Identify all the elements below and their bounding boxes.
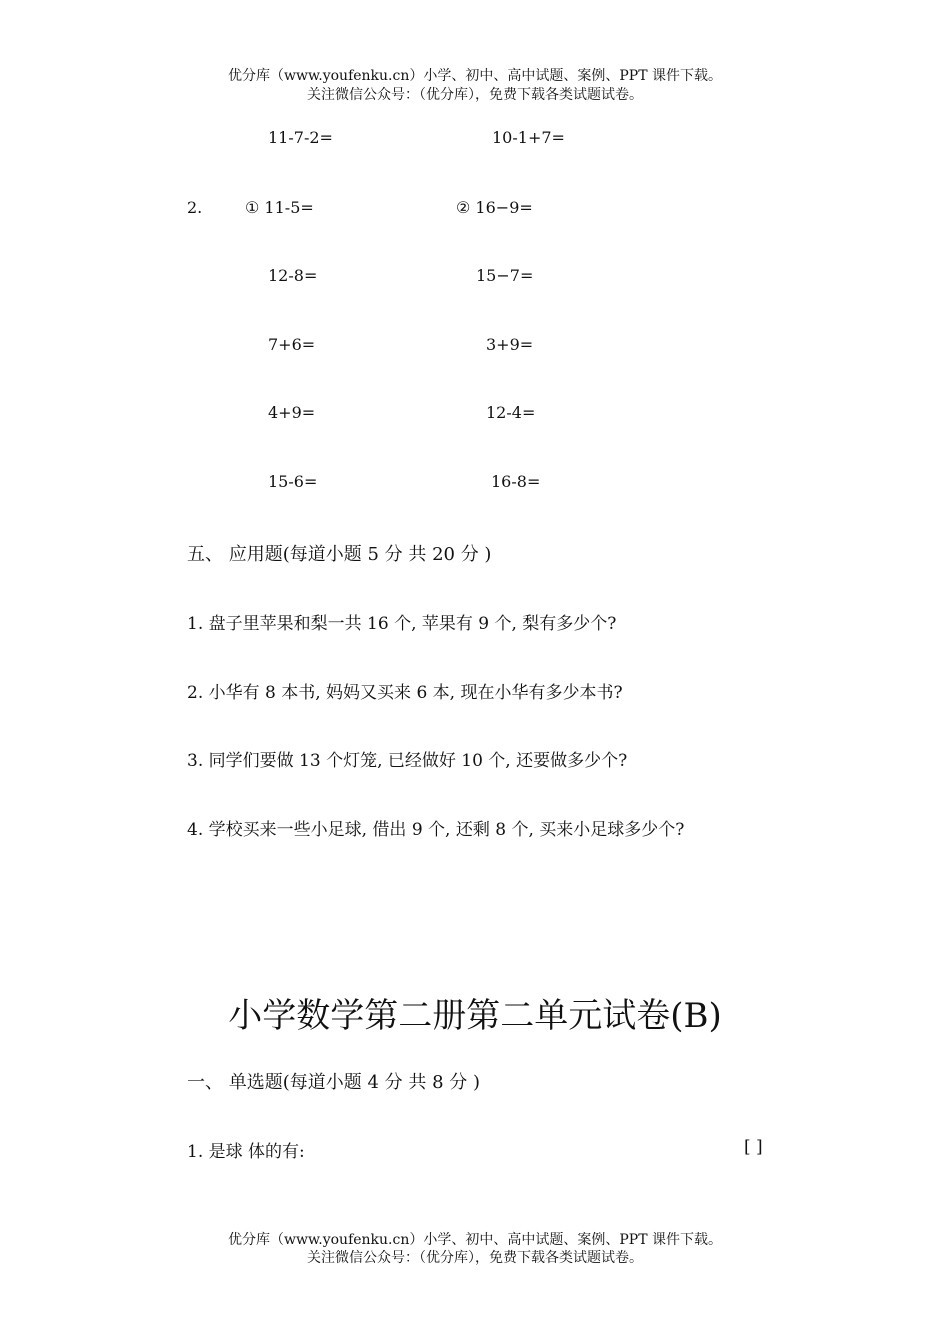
section-heading: 一、 单选题(每道小题 4 分 共 8 分 ) — [187, 1072, 480, 1093]
word-problem: 1. 盘子里苹果和梨一共 16 个, 苹果有 9 个, 梨有多少个? — [187, 614, 617, 634]
equation-right: 3+9= — [486, 335, 534, 354]
equation-right: 12-4= — [486, 403, 536, 422]
footer-line-1: 优分库（www.youfenku.cn）小学、初中、高中试题、案例、PPT 课件下载。 — [227, 1232, 722, 1248]
equation-right: 15−7= — [476, 266, 534, 285]
equation-right: 10-1+7= — [492, 128, 565, 147]
answer-bracket: [ ] — [744, 1137, 763, 1157]
section-heading: 五、 应用题(每道小题 5 分 共 20 分 ) — [187, 544, 492, 565]
word-problem: 3. 同学们要做 13 个灯笼, 已经做好 10 个, 还要做多少个? — [187, 751, 628, 771]
equation-left: ① 11-5= — [245, 198, 314, 217]
paper-title: 小学数学第二册第二单元试卷(B) — [228, 996, 722, 1036]
equation-left: 7+6= — [268, 335, 316, 354]
header-line-2: 关注微信公众号：（优分库），免费下载各类试题试卷。 — [307, 87, 643, 103]
equation-left: 15-6= — [268, 472, 318, 491]
equation-left: 4+9= — [268, 403, 316, 422]
word-problem: 2. 小华有 8 本书, 妈妈又买来 6 本, 现在小华有多少本书? — [187, 683, 623, 703]
question-2-number: 2. — [187, 198, 203, 217]
word-problem: 4. 学校买来一些小足球, 借出 9 个, 还剩 8 个, 买来小足球多少个? — [187, 820, 685, 840]
choice-question: 1. 是球 体的有: — [187, 1142, 305, 1162]
equation-left: 12-8= — [268, 266, 318, 285]
equation-right: ② 16−9= — [456, 198, 533, 217]
equation-right: 16-8= — [491, 472, 541, 491]
footer-line-2: 关注微信公众号：（优分库），免费下载各类试题试卷。 — [307, 1250, 643, 1266]
equation-left: 11-7-2= — [268, 128, 333, 147]
header-line-1: 优分库（www.youfenku.cn）小学、初中、高中试题、案例、PPT 课件下载。 — [227, 68, 722, 84]
